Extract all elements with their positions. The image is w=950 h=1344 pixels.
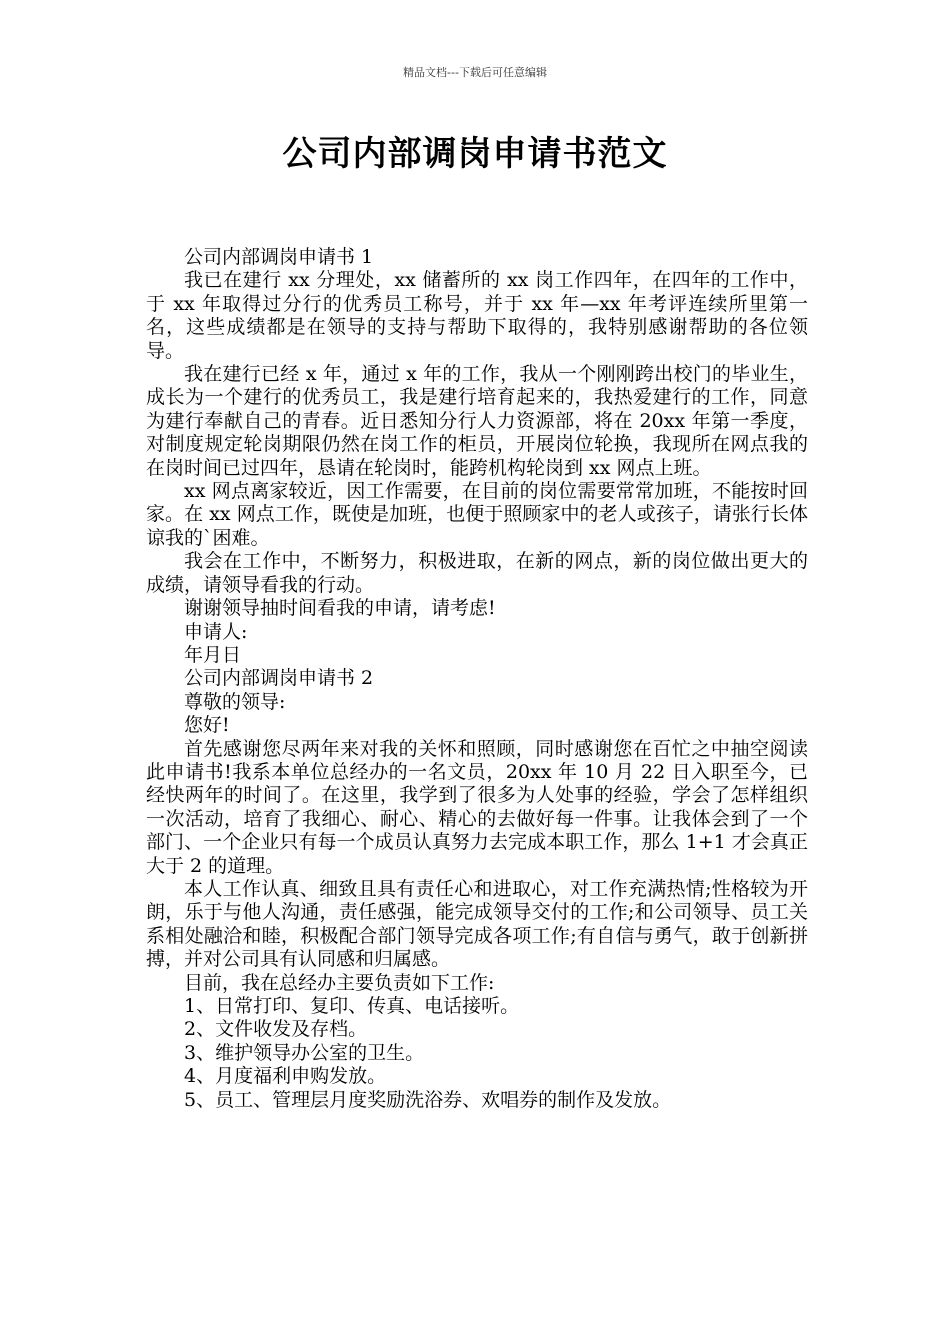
paragraph: 我会在工作中，不断努力，积极进取，在新的网点，新的岗位做出更大的成绩，请领导看我的行动。 (146, 550, 808, 596)
paragraph: 本人工作认真、细致且具有责任心和进取心，对工作充满热情;性格较为开朗，乐于与他人沟通，责任感强，能完成领导交付的工作;和公司领导、员工关系相处融洽和睦，积极配合部门领导完成各项工作;有自信与勇气，敢于创新拼搏，并对公司具有认同感和归属感。 (146, 877, 808, 971)
header-note: 精品文档---下载后可任意编辑 (403, 66, 547, 79)
document-title: 公司内部调岗申请书范文 (282, 134, 668, 174)
section-heading-1: 公司内部调岗申请书 1 (184, 246, 374, 268)
paragraph: 目前，我在总经办主要负责如下工作: (184, 971, 495, 994)
greeting: 您好! (184, 714, 230, 737)
salutation: 尊敬的领导: (184, 690, 286, 713)
paragraph: 我已在建行 xx 分理处，xx 储蓄所的 xx 岗工作四年，在四年的工作中，于 xx 年取得过分行的优秀员工称号，并于 xx 年—xx 年考评连续所里第一名，这些成绩都是在领导的支持与帮助下取得的，我特别感谢帮助的各位领导。 (146, 269, 808, 362)
document-body (146, 246, 808, 1112)
list-item: 2、文件收发及存档。 (184, 1018, 368, 1041)
list-item: 5、员工、管理层月度奖励洗浴券、欢唱券的制作及发放。 (184, 1088, 672, 1111)
paragraph: 我在建行已经 x 年，通过 x 年的工作，我从一个刚刚跨出校门的毕业生，成长为一个建行的优秀员工，我是建行培育起来的，我热爱建行的工作，同意为建行奉献自己的青春。近日悉知分行人力资源部，将在 20xx 年第一季度，对制度规定轮岗期限仍然在岗工作的柜员，开展岗位轮换，我现所在网点我的在岗时间已过四年，恳请在轮岗时，能跨机构轮岗到 xx 网点上班。 (146, 363, 808, 479)
list-item: 1、日常打印、复印、传真、电话接听。 (184, 995, 520, 1017)
paragraph: 首先感谢您尽两年来对我的关怀和照顾，同时感谢您在百忙之中抽空阅读此申请书!我系本单位总经办的一名文员，20xx 年 10 月 22 日入职至今，已经快两年的时间了。在这里，我学到了很多为人处事的经验，学会了怎样组织一次活动，培育了我细心、耐心、精心的去做好每一件事。让我体会到了一个部门、一个企业只有每一个成员认真努力去完成本职工作，那么 1+1 才会真正大于 2 的道理。 (146, 737, 808, 877)
date-label: 年月日 (184, 643, 242, 666)
paragraph: 谢谢领导抽时间看我的申请，请考虑! (184, 597, 496, 620)
paragraph: xx 网点离家较近，因工作需要，在目前的岗位需要常常加班，不能按时回家。在 xx 网点工作，既使是加班，也便于照顾家中的老人或孩子，请张行长体谅我的`困难。 (146, 480, 808, 549)
section-heading-2: 公司内部调岗申请书 2 (184, 667, 374, 690)
applicant-label: 申请人: (184, 620, 248, 643)
list-item: 4、月度福利申购发放。 (184, 1065, 387, 1088)
list-item: 3、维护领导办公室的卫生。 (184, 1041, 425, 1064)
